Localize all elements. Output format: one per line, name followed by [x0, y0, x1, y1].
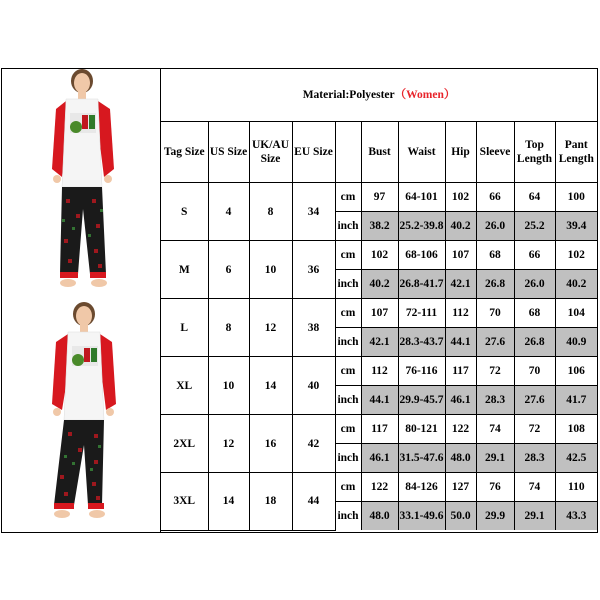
col-header-sleeve: Sleeve: [476, 122, 514, 183]
waist-value: 64-101: [398, 183, 445, 212]
tag-size-cell: M: [161, 241, 208, 299]
uk-au-size-cell: 16: [249, 415, 292, 473]
waist-value: 72-111: [398, 299, 445, 328]
size-row-m-cm: [161, 241, 597, 270]
hip-value: 102: [445, 183, 476, 212]
top-length-value: 28.3: [514, 444, 555, 473]
eu-size-cell: 42: [292, 415, 335, 473]
unit-cell: cm: [335, 415, 361, 444]
sleeve-value: 66: [476, 183, 514, 212]
top-length-value: 66: [514, 241, 555, 270]
sleeve-value: 29.1: [476, 444, 514, 473]
hip-value: 46.1: [445, 386, 476, 415]
size-row-2xl-cm: [161, 415, 597, 444]
hip-value: 44.1: [445, 328, 476, 357]
size-chart-frame: [1, 68, 598, 533]
hip-value: 117: [445, 357, 476, 386]
sleeve-value: 26.0: [476, 212, 514, 241]
pant-length-value: 40.9: [555, 328, 597, 357]
bust-value: 40.2: [361, 270, 398, 299]
tag-size-cell: L: [161, 299, 208, 357]
unit-cell: inch: [335, 386, 361, 415]
bust-value: 107: [361, 299, 398, 328]
sleeve-value: 70: [476, 299, 514, 328]
unit-cell: cm: [335, 473, 361, 502]
us-size-cell: 6: [208, 241, 249, 299]
bust-value: 122: [361, 473, 398, 502]
unit-cell: inch: [335, 270, 361, 299]
bust-value: 46.1: [361, 444, 398, 473]
title-gender: （Women）: [394, 89, 456, 101]
top-length-value: 26.8: [514, 328, 555, 357]
us-size-cell: 4: [208, 183, 249, 241]
pant-length-value: 100: [555, 183, 597, 212]
title-material: Material:Polyester: [302, 89, 395, 101]
top-length-value: 72: [514, 415, 555, 444]
col-header-us-size: US Size: [208, 122, 249, 183]
col-header-hip: Hip: [445, 122, 476, 183]
bust-value: 112: [361, 357, 398, 386]
uk-au-size-cell: 18: [249, 473, 292, 531]
tag-size-cell: S: [161, 183, 208, 241]
tag-size-cell: 3XL: [161, 473, 208, 531]
pant-length-value: 40.2: [555, 270, 597, 299]
pant-length-value: 42.5: [555, 444, 597, 473]
hip-value: 112: [445, 299, 476, 328]
waist-value: 29.9-45.7: [398, 386, 445, 415]
model-photo-relaxed: [2, 300, 160, 532]
sleeve-value: 27.6: [476, 328, 514, 357]
us-size-cell: 14: [208, 473, 249, 531]
pant-length-value: 104: [555, 299, 597, 328]
unit-cell: inch: [335, 444, 361, 473]
sleeve-value: 29.9: [476, 502, 514, 531]
unit-cell: cm: [335, 299, 361, 328]
bust-value: 42.1: [361, 328, 398, 357]
unit-cell: cm: [335, 357, 361, 386]
hip-value: 40.2: [445, 212, 476, 241]
top-length-value: 27.6: [514, 386, 555, 415]
waist-value: 80-121: [398, 415, 445, 444]
col-header-pant-length: Pant Length: [555, 122, 597, 183]
hip-value: 127: [445, 473, 476, 502]
top-length-value: 29.1: [514, 502, 555, 531]
eu-size-cell: 36: [292, 241, 335, 299]
size-row-l-cm: [161, 299, 597, 328]
hip-value: 122: [445, 415, 476, 444]
waist-value: 68-106: [398, 241, 445, 270]
sleeve-value: 28.3: [476, 386, 514, 415]
unit-cell: inch: [335, 212, 361, 241]
size-table-area: [161, 69, 597, 532]
pant-length-value: 110: [555, 473, 597, 502]
top-length-value: 70: [514, 357, 555, 386]
header-row: [161, 122, 597, 183]
tag-size-cell: XL: [161, 357, 208, 415]
waist-value: 28.3-43.7: [398, 328, 445, 357]
top-length-value: 68: [514, 299, 555, 328]
unit-cell: inch: [335, 328, 361, 357]
top-length-value: 74: [514, 473, 555, 502]
hip-value: 50.0: [445, 502, 476, 531]
pant-length-value: 108: [555, 415, 597, 444]
product-photo-panel: [2, 69, 161, 532]
uk-au-size-cell: 8: [249, 183, 292, 241]
waist-value: 31.5-47.6: [398, 444, 445, 473]
uk-au-size-cell: 14: [249, 357, 292, 415]
sleeve-value: 26.8: [476, 270, 514, 299]
us-size-cell: 12: [208, 415, 249, 473]
col-header-unit: [335, 122, 361, 183]
sleeve-value: 76: [476, 473, 514, 502]
model-photo-front: [2, 69, 160, 301]
pant-length-value: 39.4: [555, 212, 597, 241]
pant-length-value: 43.3: [555, 502, 597, 531]
us-size-cell: 8: [208, 299, 249, 357]
eu-size-cell: 44: [292, 473, 335, 531]
hip-value: 48.0: [445, 444, 476, 473]
waist-value: 84-126: [398, 473, 445, 502]
waist-value: 33.1-49.6: [398, 502, 445, 531]
bust-value: 44.1: [361, 386, 398, 415]
unit-cell: inch: [335, 502, 361, 531]
pant-length-value: 41.7: [555, 386, 597, 415]
sleeve-value: 68: [476, 241, 514, 270]
bust-value: 48.0: [361, 502, 398, 531]
waist-value: 26.8-41.7: [398, 270, 445, 299]
eu-size-cell: 40: [292, 357, 335, 415]
unit-cell: cm: [335, 183, 361, 212]
eu-size-cell: 34: [292, 183, 335, 241]
hip-value: 42.1: [445, 270, 476, 299]
table-title: [161, 69, 597, 122]
top-length-value: 25.2: [514, 212, 555, 241]
unit-cell: cm: [335, 241, 361, 270]
sleeve-value: 72: [476, 357, 514, 386]
tag-size-cell: 2XL: [161, 415, 208, 473]
uk-au-size-cell: 12: [249, 299, 292, 357]
col-header-uk-au-size: UK/AU Size: [249, 122, 292, 183]
top-length-value: 64: [514, 183, 555, 212]
hip-value: 107: [445, 241, 476, 270]
size-row-s-cm: [161, 183, 597, 212]
col-header-tag-size: Tag Size: [161, 122, 208, 183]
eu-size-cell: 38: [292, 299, 335, 357]
bust-value: 102: [361, 241, 398, 270]
size-row-xl-cm: [161, 357, 597, 386]
bust-value: 97: [361, 183, 398, 212]
uk-au-size-cell: 10: [249, 241, 292, 299]
col-header-waist: Waist: [398, 122, 445, 183]
sleeve-value: 74: [476, 415, 514, 444]
bust-value: 117: [361, 415, 398, 444]
top-length-value: 26.0: [514, 270, 555, 299]
pant-length-value: 106: [555, 357, 597, 386]
col-header-bust: Bust: [361, 122, 398, 183]
bust-value: 38.2: [361, 212, 398, 241]
pant-length-value: 102: [555, 241, 597, 270]
col-header-top-length: Top Length: [514, 122, 555, 183]
waist-value: 25.2-39.8: [398, 212, 445, 241]
waist-value: 76-116: [398, 357, 445, 386]
size-row-3xl-cm: [161, 473, 597, 502]
size-table: [161, 69, 597, 531]
us-size-cell: 10: [208, 357, 249, 415]
title-row: [161, 69, 597, 122]
col-header-eu-size: EU Size: [292, 122, 335, 183]
